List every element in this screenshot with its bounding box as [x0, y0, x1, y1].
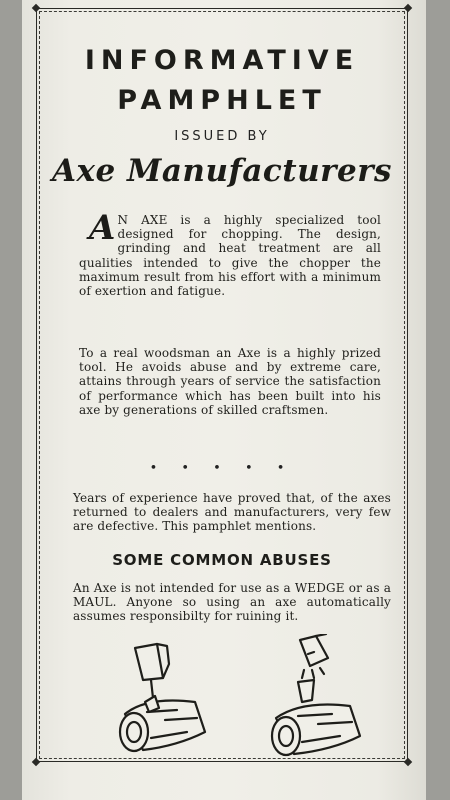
intro-paragraph [79, 208, 381, 299]
issuer-name: Axe Manufacturers [51, 153, 393, 189]
border-corner-ornament [32, 4, 40, 12]
section-heading: SOME COMMON ABUSES [112, 551, 332, 569]
woodsman-paragraph: To a real woodsman an Axe is a highly prized tool. He avoids abuse and by extreme care, attains through years of service the satisfaction of performance which has been built into his axe by generations of skilled craftsmen. [79, 346, 381, 417]
border-corner-ornament [404, 4, 412, 12]
section-separator: • • • • • [149, 461, 295, 476]
experience-paragraph: Years of experience have proved that, of the axes returned to dealers and manufacturers, very few are defective. This pamphlet mentions. [73, 491, 391, 534]
intro-paragraph-text: N AXE is a highly specialized tool designed for chopping. The design, grinding and heat treatment are all qualities intended to give the chopper the maximum result from his effort with a minimum of exertion and fatigue. [79, 213, 381, 299]
pamphlet-page [22, 0, 426, 800]
axe-used-as-maul-icon [262, 634, 372, 764]
axe-used-as-wedge-icon [107, 634, 217, 764]
drop-cap: A [89, 208, 116, 248]
border-corner-ornament [32, 758, 40, 766]
abuses-paragraph: An Axe is not intended for use as a WEDGE or as a MAUL. Anyone so using an axe automatically assumes responsibilty for ruining it. [73, 581, 391, 624]
title-line-1: INFORMATIVE [84, 45, 360, 76]
issued-by-label: ISSUED BY [174, 129, 270, 144]
border-corner-ornament [404, 758, 412, 766]
decorative-border [36, 8, 408, 762]
title-line-2: PAMPHLET [117, 85, 327, 116]
